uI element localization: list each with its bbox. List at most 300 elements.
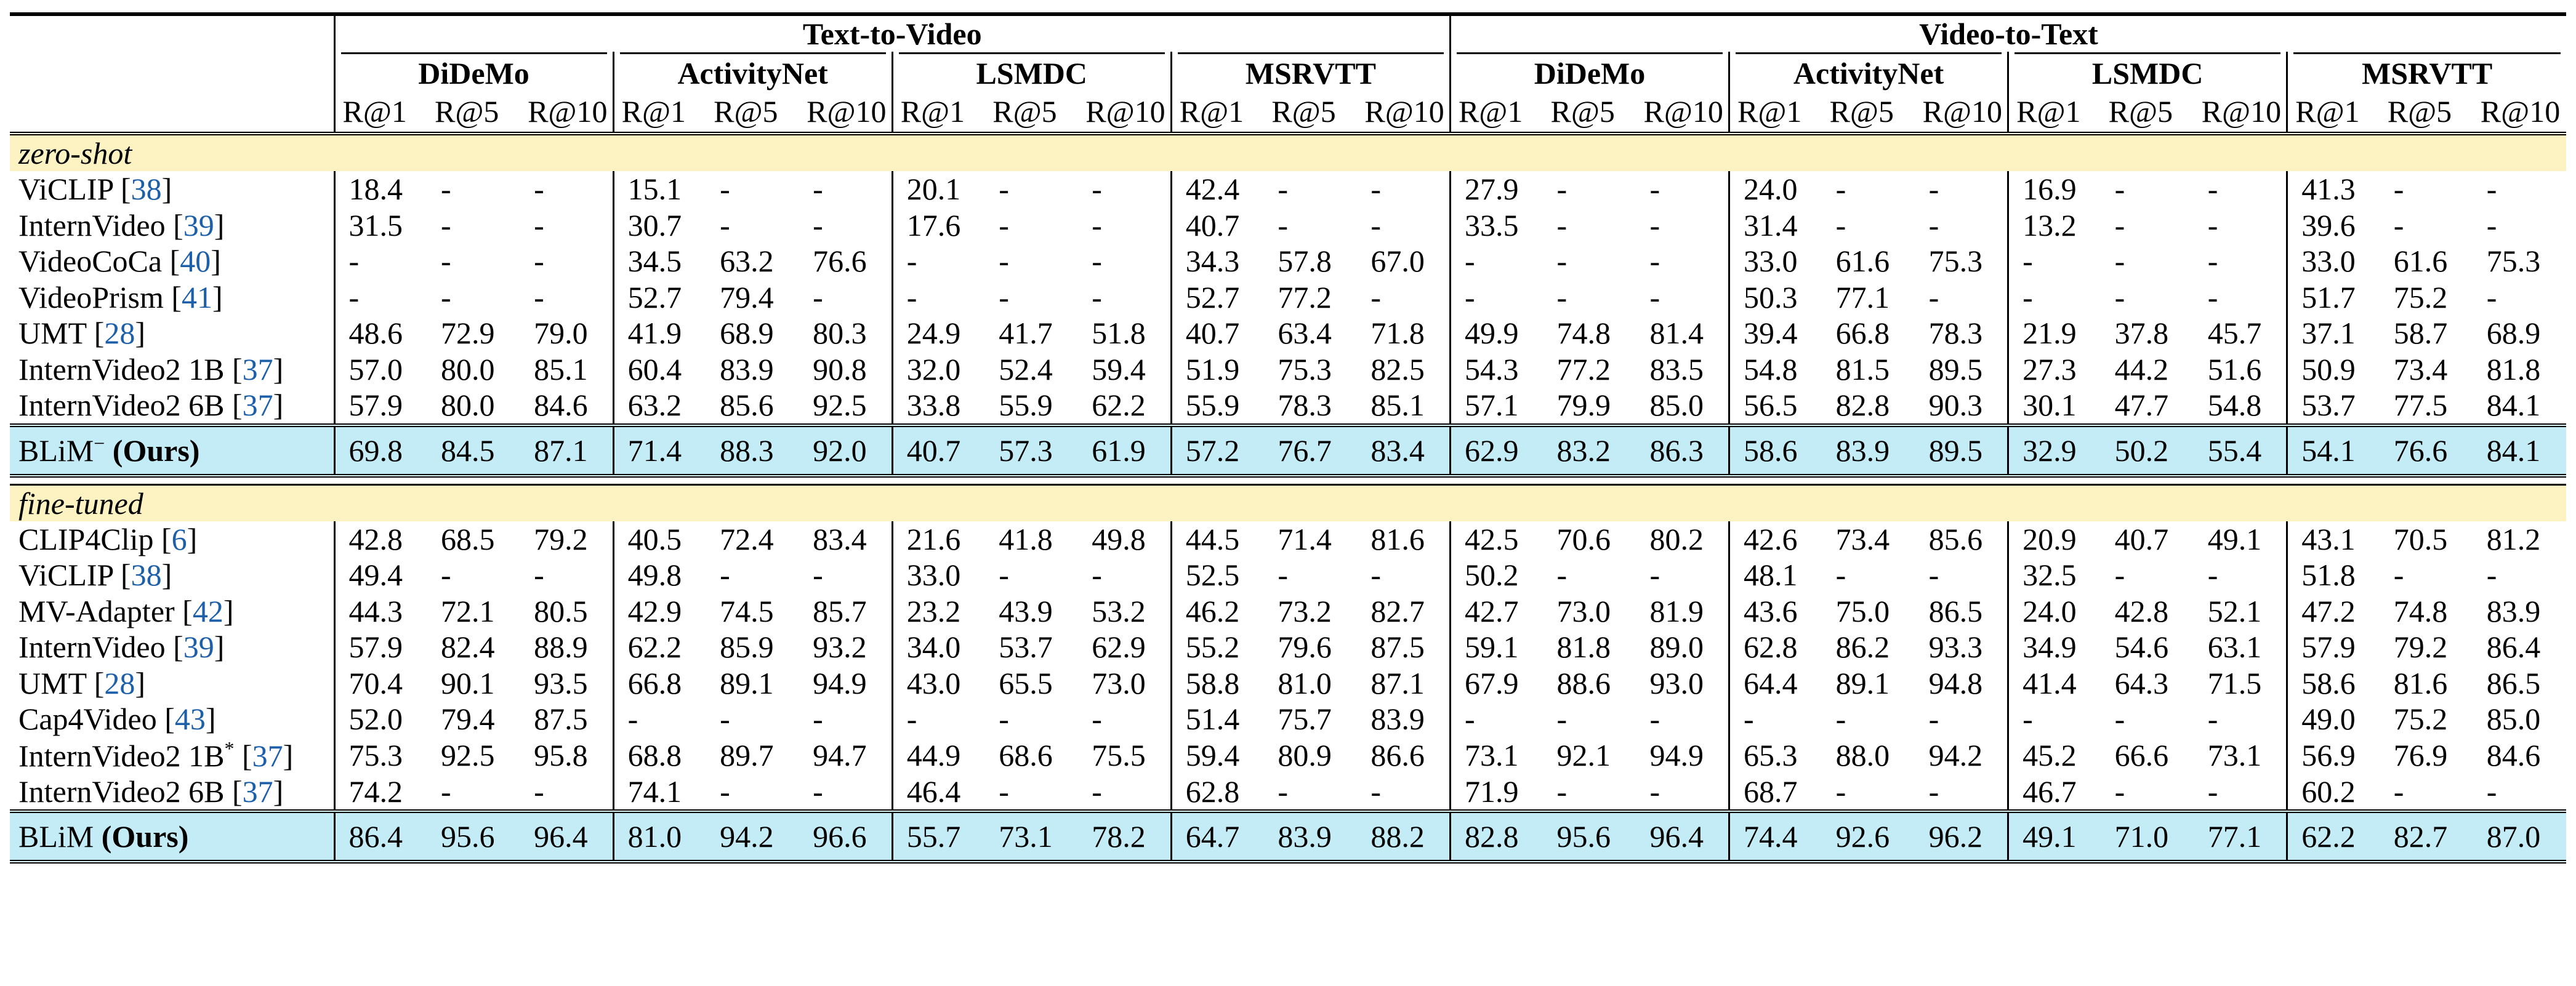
- table-row: [10, 629, 2566, 665]
- value-cell: 69.8: [334, 425, 427, 476]
- value-cell: 18.4: [334, 171, 427, 207]
- value-cell: 80.0: [441, 388, 495, 423]
- value-cell: 63.4: [1278, 316, 1332, 351]
- value-cell: 49.9: [1450, 315, 1543, 351]
- method-name: [10, 315, 334, 351]
- value-cell: 41.4: [2008, 665, 2101, 702]
- value-cell: 27.3: [2008, 351, 2101, 388]
- value-cell: 70.4: [334, 665, 427, 702]
- value-cell: -: [999, 172, 1009, 207]
- value-cell: 94.7: [813, 738, 867, 772]
- value-cell: -: [1092, 244, 1102, 279]
- citation: ]: [223, 593, 234, 628]
- value-cell: -: [334, 243, 427, 279]
- value-cell: 61.9: [1078, 425, 1171, 476]
- dataset-header: [2008, 52, 2287, 91]
- value-cell: 76.7: [1264, 425, 1357, 476]
- citation-number: 43: [174, 702, 206, 737]
- value-cell: 72.9: [441, 316, 495, 351]
- value-cell: 42.4: [1171, 171, 1264, 207]
- value-cell: 33.0: [1729, 243, 1822, 279]
- value-cell: 82.4: [441, 630, 495, 665]
- metric-header: R@10: [807, 94, 887, 129]
- value-cell: 71.5: [2207, 665, 2262, 700]
- metric-header: R@5: [2108, 94, 2173, 129]
- value-cell: 87.1: [1371, 665, 1425, 700]
- value-cell: 82.8: [1450, 811, 1543, 862]
- value-cell: 73.0: [1092, 665, 1146, 700]
- value-cell: -: [1928, 172, 1939, 207]
- value-cell: 31.5: [334, 207, 427, 244]
- value-cell: 83.4: [1357, 425, 1450, 476]
- value-cell: 49.4: [334, 557, 427, 593]
- value-cell: 32.9: [2008, 425, 2101, 476]
- value-cell: -: [2008, 279, 2101, 316]
- method-name: [10, 351, 334, 388]
- value-cell: 70.5: [2393, 521, 2448, 556]
- value-cell: 49.8: [613, 557, 706, 593]
- value-cell: 20.1: [892, 171, 985, 207]
- method-label: InternVideo2 1B: [18, 738, 225, 773]
- value-cell: 34.5: [613, 243, 706, 279]
- value-cell: -: [999, 207, 1009, 242]
- value-cell: 41.8: [999, 521, 1053, 556]
- table-row: [10, 593, 2566, 630]
- value-cell: -: [1649, 774, 1660, 809]
- value-cell: -: [892, 701, 985, 737]
- value-cell: 79.4: [720, 279, 774, 315]
- value-cell: 54.8: [2207, 388, 2262, 423]
- value-cell: 73.4: [1835, 521, 1890, 556]
- value-cell: 21.9: [2008, 315, 2101, 351]
- value-cell: 24.0: [2008, 593, 2101, 630]
- value-cell: 75.5: [1092, 738, 1146, 772]
- value-cell: 45.2: [2008, 737, 2101, 774]
- value-cell: 42.6: [1729, 521, 1822, 558]
- value-cell: -: [1928, 774, 1939, 809]
- method-label: ViCLIP: [18, 172, 121, 207]
- value-cell: 61.6: [2393, 244, 2448, 279]
- value-cell: 82.7: [1371, 593, 1425, 628]
- value-cell: 63.2: [613, 387, 706, 425]
- dataset-header: [1450, 52, 1729, 91]
- citation: ]: [205, 702, 216, 737]
- citation: ]: [161, 558, 172, 593]
- spacer-cell: [10, 476, 2566, 485]
- value-cell: -: [441, 279, 451, 315]
- value-cell: 75.3: [2486, 244, 2541, 279]
- value-cell: -: [2008, 701, 2101, 737]
- citation-number: 37: [242, 388, 273, 423]
- value-cell: 65.3: [1729, 737, 1822, 774]
- dataset-label: ActivityNet: [620, 52, 886, 91]
- metric-header: R@1: [2287, 91, 2380, 134]
- value-cell: -: [1835, 172, 1846, 207]
- value-cell: -: [441, 207, 451, 242]
- value-cell: 85.9: [720, 630, 774, 665]
- value-cell: 93.3: [1928, 630, 1983, 665]
- value-cell: 88.9: [534, 630, 588, 665]
- value-cell: 30.1: [2008, 387, 2101, 425]
- value-cell: -: [1092, 172, 1102, 207]
- value-cell: 60.4: [613, 351, 706, 388]
- value-cell: 75.2: [2393, 702, 2448, 737]
- value-cell: 62.9: [1450, 425, 1543, 476]
- value-cell: 95.6: [1543, 811, 1636, 862]
- citation: [: [173, 207, 183, 242]
- value-cell: 67.0: [1371, 244, 1425, 279]
- dataset-header: [2287, 52, 2566, 91]
- value-cell: 47.7: [2114, 388, 2169, 423]
- value-cell: 82.8: [1835, 388, 1890, 423]
- value-cell: -: [999, 774, 1009, 809]
- value-cell: -: [813, 172, 823, 207]
- value-cell: 59.1: [1450, 629, 1543, 665]
- value-cell: -: [1729, 701, 1822, 737]
- value-cell: -: [534, 774, 544, 809]
- value-cell: -: [1928, 279, 1939, 315]
- method-label: ViCLIP: [18, 558, 121, 593]
- value-cell: -: [999, 244, 1009, 279]
- value-cell: 68.8: [613, 737, 706, 774]
- value-cell: -: [1371, 172, 1381, 207]
- table-row: [10, 351, 2566, 388]
- value-cell: 55.9: [1171, 387, 1264, 425]
- method-label: InternVideo: [18, 207, 174, 242]
- value-cell: 75.3: [1928, 244, 1983, 279]
- value-cell: 85.1: [534, 351, 588, 387]
- citation-number: 39: [183, 207, 214, 242]
- citation: ]: [187, 521, 198, 556]
- value-cell: 20.9: [2008, 521, 2101, 558]
- value-cell: -: [720, 774, 730, 809]
- value-cell: 80.2: [1649, 521, 1704, 556]
- value-cell: 86.4: [2486, 630, 2541, 665]
- value-cell: 51.7: [2287, 279, 2380, 316]
- value-cell: 81.2: [2486, 521, 2541, 556]
- value-cell: 57.1: [1450, 387, 1543, 425]
- value-cell: -: [1371, 207, 1381, 242]
- value-cell: 92.5: [441, 738, 495, 772]
- dataset-label: MSRVTT: [2293, 52, 2561, 91]
- metric-header: R@5: [1271, 94, 1336, 129]
- citation: [: [164, 702, 175, 737]
- header-method-cell: [10, 91, 334, 134]
- citation: ]: [135, 665, 146, 700]
- value-cell: 95.6: [427, 811, 520, 862]
- ours-row: [10, 811, 2566, 862]
- value-cell: 60.2: [2287, 774, 2380, 812]
- value-cell: 40.7: [2114, 521, 2169, 556]
- value-cell: -: [1835, 558, 1846, 593]
- value-cell: -: [1278, 558, 1288, 593]
- value-cell: 89.0: [1649, 630, 1704, 665]
- value-cell: 83.9: [720, 351, 774, 387]
- value-cell: -: [1556, 279, 1568, 315]
- value-cell: -: [2114, 774, 2125, 809]
- value-cell: 68.5: [441, 521, 495, 556]
- citation: [: [94, 665, 105, 700]
- value-cell: 96.2: [1915, 811, 2008, 862]
- value-cell: 85.0: [2486, 702, 2541, 737]
- value-cell: 46.4: [892, 774, 985, 812]
- value-cell: 50.9: [2287, 351, 2380, 388]
- value-cell: 52.7: [613, 279, 706, 316]
- value-cell: 84.5: [427, 425, 520, 476]
- value-cell: 88.6: [1556, 665, 1611, 700]
- value-cell: 58.6: [1729, 425, 1822, 476]
- value-cell: 80.9: [1278, 738, 1332, 772]
- value-cell: 89.5: [1915, 425, 2008, 476]
- value-cell: 74.8: [2393, 593, 2448, 628]
- method-name: [10, 521, 334, 558]
- value-cell: 80.5: [534, 593, 588, 628]
- value-cell: 53.7: [999, 630, 1053, 665]
- dataset-label: MSRVTT: [1178, 52, 1444, 91]
- value-cell: -: [2207, 702, 2218, 737]
- dataset-label: DiDeMo: [341, 52, 607, 91]
- value-cell: 56.5: [1729, 387, 1822, 425]
- value-cell: 68.7: [1729, 774, 1822, 812]
- value-cell: 87.0: [2473, 811, 2566, 862]
- citation: [: [171, 279, 182, 315]
- value-cell: 52.7: [1171, 279, 1264, 316]
- value-cell: 51.8: [1092, 316, 1146, 351]
- dataset-label: LSMDC: [899, 52, 1165, 91]
- value-cell: 31.4: [1729, 207, 1822, 244]
- value-cell: 62.9: [1092, 630, 1146, 665]
- value-cell: 79.0: [534, 316, 588, 351]
- value-cell: -: [1649, 558, 1660, 593]
- spacer-row: [10, 476, 2566, 485]
- header-method-cell: [10, 14, 334, 52]
- metric-header: R@1: [1729, 91, 1822, 134]
- value-cell: 51.4: [1171, 701, 1264, 737]
- citation: [: [231, 774, 243, 809]
- value-cell: 59.4: [1171, 737, 1264, 774]
- value-cell: 42.8: [2114, 593, 2169, 628]
- metric-header: R@5: [1829, 94, 1894, 129]
- value-cell: 94.9: [813, 665, 867, 700]
- results-table: [10, 12, 2566, 864]
- value-cell: -: [999, 279, 1009, 315]
- method-label: Cap4Video: [18, 702, 165, 737]
- group-header: Video-to-Text: [1450, 14, 2566, 52]
- value-cell: -: [1450, 701, 1543, 737]
- value-cell: -: [2207, 207, 2218, 242]
- value-cell: 33.8: [892, 387, 985, 425]
- value-cell: 73.0: [1556, 593, 1611, 628]
- value-cell: -: [2114, 279, 2125, 315]
- method-label: UMT: [18, 316, 94, 351]
- value-cell: 64.7: [1171, 811, 1264, 862]
- dataset-label: ActivityNet: [1736, 52, 2002, 91]
- value-cell: -: [813, 279, 823, 315]
- table-row: [10, 207, 2566, 244]
- value-cell: 85.6: [1928, 521, 1983, 556]
- section-label: fine-tuned: [10, 484, 2566, 521]
- value-cell: 89.5: [1928, 351, 1983, 387]
- value-cell: 74.2: [334, 774, 427, 812]
- value-cell: -: [1649, 172, 1660, 207]
- citation-number: 28: [104, 665, 135, 700]
- citation: ]: [212, 279, 223, 315]
- value-cell: 93.5: [534, 665, 588, 700]
- value-cell: -: [534, 244, 544, 279]
- value-cell: 79.2: [534, 521, 588, 556]
- value-cell: 57.9: [334, 387, 427, 425]
- table-row: [10, 701, 2566, 737]
- value-cell: 92.5: [813, 388, 867, 423]
- value-cell: 15.1: [613, 171, 706, 207]
- value-cell: 58.7: [2393, 316, 2448, 351]
- value-cell: 81.9: [1649, 593, 1704, 628]
- method-label: VideoPrism: [18, 279, 172, 315]
- section-row: [10, 484, 2566, 521]
- value-cell: 86.2: [1835, 630, 1890, 665]
- value-cell: 73.4: [2393, 351, 2448, 387]
- value-cell: 81.8: [1556, 630, 1611, 665]
- value-cell: 43.9: [999, 593, 1053, 628]
- value-cell: 53.7: [2287, 387, 2380, 425]
- value-cell: 83.2: [1543, 425, 1636, 476]
- citation: [: [94, 316, 105, 351]
- method-label: InternVideo2 1B: [18, 351, 232, 387]
- value-cell: 40.7: [1171, 315, 1264, 351]
- value-cell: 81.6: [1371, 521, 1425, 556]
- value-cell: 82.7: [2380, 811, 2473, 862]
- value-cell: 84.1: [2473, 425, 2566, 476]
- value-cell: -: [1649, 279, 1660, 315]
- value-cell: 45.7: [2207, 316, 2262, 351]
- value-cell: 89.1: [1835, 665, 1890, 700]
- value-cell: 37.1: [2287, 315, 2380, 351]
- citation-number: 38: [131, 558, 162, 593]
- value-cell: 89.7: [720, 738, 774, 772]
- value-cell: 43.6: [1729, 593, 1822, 630]
- method-name: [10, 629, 334, 665]
- value-cell: 83.5: [1649, 351, 1704, 387]
- value-cell: 71.8: [1371, 316, 1425, 351]
- value-cell: 94.9: [1649, 738, 1704, 772]
- value-cell: 52.1: [2207, 593, 2262, 628]
- value-cell: 87.1: [520, 425, 613, 476]
- value-cell: 95.8: [534, 738, 588, 772]
- value-cell: 81.6: [2393, 665, 2448, 700]
- value-cell: 56.9: [2287, 737, 2380, 774]
- value-cell: 46.2: [1171, 593, 1264, 630]
- value-cell: -: [1092, 207, 1102, 242]
- value-cell: 80.0: [441, 351, 495, 387]
- value-cell: -: [2486, 558, 2497, 593]
- ours-row: [10, 425, 2566, 476]
- section-label: zero-shot: [10, 134, 2566, 171]
- value-cell: 85.6: [720, 388, 774, 423]
- citation: [: [231, 388, 243, 423]
- value-cell: -: [1371, 558, 1381, 593]
- method-label: MV-Adapter: [18, 593, 183, 628]
- value-cell: 81.4: [1649, 316, 1704, 351]
- value-cell: 55.7: [892, 811, 985, 862]
- value-cell: 50.2: [2101, 425, 2194, 476]
- value-cell: -: [2486, 279, 2497, 315]
- value-cell: 62.8: [1729, 629, 1822, 665]
- value-cell: -: [892, 279, 985, 316]
- value-cell: -: [2207, 558, 2218, 593]
- dataset-header: [613, 52, 892, 91]
- value-cell: 78.3: [1278, 388, 1332, 423]
- value-cell: -: [1092, 702, 1102, 737]
- value-cell: 96.4: [1636, 811, 1729, 862]
- header-metric-row: [10, 91, 2566, 134]
- value-cell: 42.8: [334, 521, 427, 558]
- citation-number: 37: [252, 738, 283, 773]
- value-cell: -: [1835, 702, 1846, 737]
- value-cell: 24.9: [892, 315, 985, 351]
- value-cell: -: [1835, 207, 1846, 242]
- value-cell: 85.7: [813, 593, 867, 628]
- value-cell: 57.9: [2287, 629, 2380, 665]
- value-cell: -: [1649, 244, 1660, 279]
- method-label: BLiM: [18, 819, 94, 854]
- value-cell: -: [813, 702, 823, 737]
- value-cell: 75.3: [334, 737, 427, 774]
- value-cell: -: [1556, 244, 1568, 279]
- value-cell: 47.2: [2287, 593, 2380, 630]
- group-header: Text-to-Video: [334, 14, 1450, 52]
- value-cell: 58.6: [2287, 665, 2380, 702]
- ours-tag: (Ours): [112, 433, 200, 468]
- citation-number: 37: [242, 351, 273, 387]
- value-cell: 86.6: [1371, 738, 1425, 772]
- value-cell: 93.0: [1649, 665, 1704, 700]
- value-cell: 42.5: [1450, 521, 1543, 558]
- table-row: [10, 171, 2566, 207]
- value-cell: 75.3: [1278, 351, 1332, 387]
- value-cell: -: [1556, 558, 1568, 593]
- method-label: UMT: [18, 665, 94, 700]
- value-cell: 83.4: [813, 521, 867, 556]
- value-cell: 88.3: [706, 425, 799, 476]
- value-cell: 66.8: [1835, 316, 1890, 351]
- citation: ]: [214, 207, 225, 242]
- value-cell: -: [1450, 279, 1543, 316]
- value-cell: -: [1278, 172, 1288, 207]
- value-cell: -: [534, 207, 544, 242]
- value-cell: 77.1: [2194, 811, 2287, 862]
- value-cell: 62.2: [613, 629, 706, 665]
- value-cell: 83.9: [2486, 593, 2541, 628]
- value-cell: -: [1371, 774, 1381, 809]
- value-cell: 86.5: [1928, 593, 1983, 628]
- value-cell: 86.5: [2486, 665, 2541, 700]
- value-cell: 92.0: [799, 425, 892, 476]
- method-name: [10, 737, 334, 774]
- table-row: [10, 387, 2566, 425]
- value-cell: 71.4: [613, 425, 706, 476]
- value-cell: -: [1928, 702, 1939, 737]
- value-cell: 68.6: [999, 738, 1053, 772]
- value-cell: 59.4: [1092, 351, 1146, 387]
- citation: ]: [273, 351, 284, 387]
- value-cell: 73.1: [2207, 738, 2262, 772]
- value-cell: 94.8: [1928, 665, 1983, 700]
- value-cell: 81.0: [613, 811, 706, 862]
- value-cell: -: [2393, 774, 2404, 809]
- method-name: [10, 171, 334, 207]
- value-cell: -: [1556, 207, 1568, 242]
- value-cell: 85.1: [1371, 388, 1425, 423]
